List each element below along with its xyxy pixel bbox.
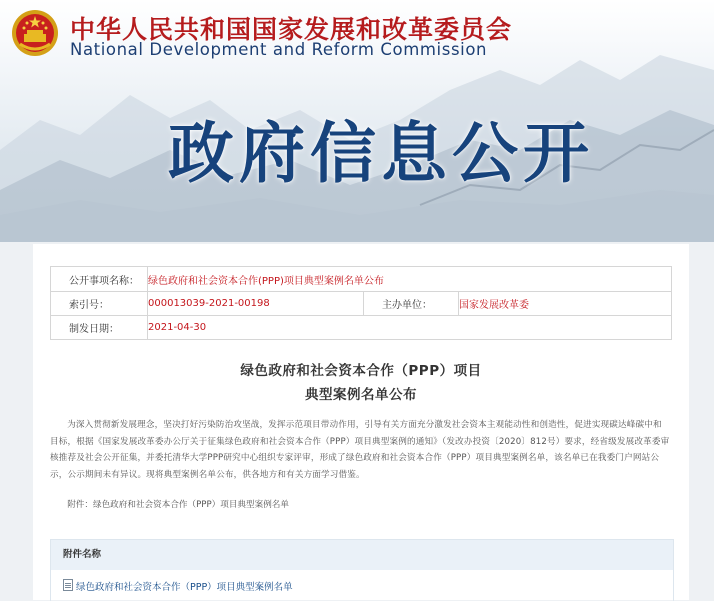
attachment-link[interactable] bbox=[63, 579, 293, 593]
issue-date-label: 制发日期： bbox=[51, 316, 148, 340]
item-name-value: 绿色政府和社会资本合作(PPP)项目典型案例名单公布 bbox=[148, 267, 672, 292]
document-file-icon bbox=[63, 579, 73, 591]
host-org-label: 主办单位： bbox=[364, 292, 459, 316]
banner-title: 政府信息公开 bbox=[168, 115, 594, 192]
item-name-label: 公开事项名称： bbox=[51, 267, 148, 292]
attachments-panel bbox=[50, 539, 674, 601]
national-emblem-icon bbox=[10, 8, 60, 58]
attachment-note: 附件：绿色政府和社会资本合作（PPP）项目典型案例名单 bbox=[67, 500, 289, 510]
issue-date-value: 2021-04-30 bbox=[148, 316, 672, 340]
document-meta-table bbox=[50, 266, 672, 340]
index-number-value: 000013039-2021-00198 bbox=[148, 292, 364, 316]
document-title-line-1: 绿色政府和社会资本合作（PPP）项目 bbox=[240, 363, 482, 379]
org-name-chinese[interactable]: 中华人民共和国国家发展和改革委员会 bbox=[70, 15, 513, 44]
attachments-header: 附件名称 bbox=[51, 540, 673, 570]
index-number-label: 索引号： bbox=[51, 292, 148, 316]
org-name-english[interactable]: National Development and Reform Commission bbox=[70, 40, 488, 59]
attachment-link-label[interactable]: 绿色政府和社会资本合作（PPP）项目典型案例名单 bbox=[76, 582, 293, 593]
document-title-line-2: 典型案例名单公布 bbox=[305, 387, 417, 403]
host-org-value: 国家发展改革委 bbox=[459, 292, 672, 316]
site-header bbox=[0, 0, 714, 242]
content-card bbox=[33, 244, 689, 600]
document-body: 为深入贯彻新发展理念，坚决打好污染防治攻坚战，发挥示范项目带动作用，引导有关方面充分激发社会资本主观能动性和创造性，促进实现碳达峰碳中和目标，根据《国家发展改革委办公厅关于征集绿色政府和社会资本合作（PPP）项目典型案例的通知》（发改办投资〔2020〕812号）要求，经省级发展改革委审核推荐及社会公开征集，并委托清华大学PPP研究中心组织专家评审，形成了绿色政府和社会资本合作（PPP）项目典型案例名单，该名单已在我委门户网站公示，公示期间未有异议。现将典型案例名单公布，供各地方和有关方面学习借鉴。 bbox=[50, 420, 670, 480]
